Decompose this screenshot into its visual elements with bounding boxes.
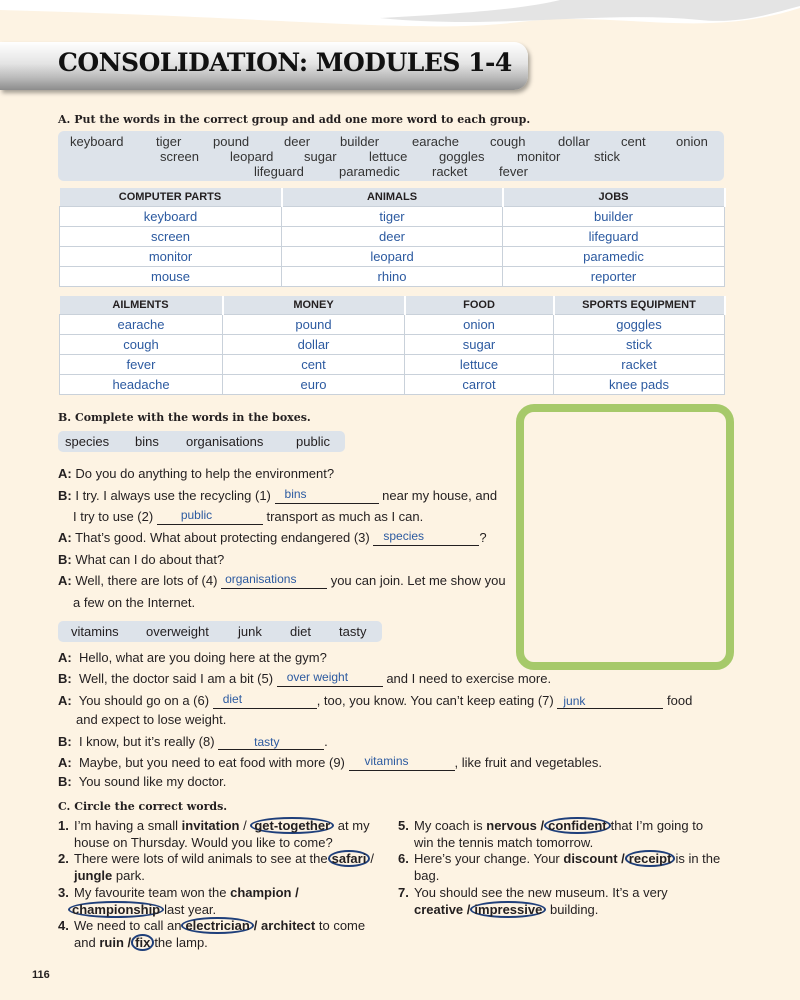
word-box-word: tiger: [156, 134, 182, 149]
page-number: 116: [32, 969, 50, 981]
dialogue-text: , like fruit and vegetables.: [454, 755, 602, 770]
option-separator: /: [621, 851, 625, 866]
dialogue-text: and I need to exercise more.: [386, 671, 552, 686]
item-text: My coach is: [414, 818, 483, 833]
word-box-word: earache: [412, 134, 459, 149]
answer-blank[interactable]: [277, 672, 383, 687]
answer-blank[interactable]: [557, 694, 663, 709]
dialogue-line: [73, 595, 195, 611]
answer-cell[interactable]: goggles: [554, 315, 725, 335]
dialogue-text: You should go on a (6): [78, 693, 210, 708]
dialogue-line: [58, 734, 328, 750]
dialogue-line: [58, 671, 551, 687]
option-separator: /: [295, 885, 299, 900]
answer-blank[interactable]: [157, 510, 263, 525]
word-box-word: bins: [135, 434, 159, 449]
dialogue-line: [73, 509, 423, 525]
section-a-word-box: [58, 131, 724, 181]
table-row: [60, 267, 725, 287]
word-box-word: keyboard: [70, 134, 124, 149]
answer-text: junk: [563, 694, 586, 708]
word-box-word: onion: [676, 134, 708, 149]
word-box-word: species: [65, 434, 110, 449]
word-box-word: tasty: [339, 624, 367, 639]
answer-text: organisations: [225, 572, 297, 586]
word-box-word: racket: [432, 164, 468, 179]
word-box-word: overweight: [146, 624, 209, 639]
item-text: bag.: [414, 868, 440, 883]
page-title: CONSOLIDATION: MODULES 1-4: [58, 48, 512, 77]
table-row: [60, 227, 725, 247]
dialogue-line: [58, 573, 506, 589]
item-text: I’m having a small: [74, 818, 179, 833]
green-picture-frame: [516, 404, 734, 670]
answer-cell[interactable]: keyboard: [60, 207, 282, 227]
dialogue-text: Maybe, but you need to eat food with more (9): [78, 755, 345, 770]
speaker-label: B:: [58, 488, 72, 503]
word-box-word: diet: [290, 624, 311, 639]
answer-blank[interactable]: [349, 756, 455, 771]
word-box-word: goggles: [439, 149, 485, 164]
answer-text: species: [383, 529, 425, 543]
option-separator: /: [253, 918, 258, 933]
option-separator: /: [243, 818, 247, 833]
speaker-label: B:: [58, 774, 72, 789]
dialogue-text: a few on the Internet.: [73, 595, 196, 610]
word-box-word: dollar: [558, 134, 590, 149]
speaker-label: B:: [58, 734, 72, 749]
word-box-word: cough: [490, 134, 526, 149]
speaker-label: A:: [58, 530, 72, 545]
answer-cell[interactable]: racket: [554, 355, 725, 375]
speaker-label: A:: [58, 573, 72, 588]
answer-text: diet: [222, 692, 243, 706]
word-box-word: pound: [213, 134, 250, 149]
word-box-word: lettuce: [369, 149, 408, 164]
item-number: 1.: [58, 818, 69, 833]
item-text: You should see the new museum. It’s a very: [414, 885, 668, 900]
dialogue-line: [58, 488, 497, 504]
answer-blank[interactable]: [221, 574, 327, 589]
answer-cell[interactable]: cough: [60, 335, 223, 355]
item-text: house on Thursday. Would you like to come?: [74, 835, 333, 850]
table-row: [60, 355, 725, 375]
answer-cell[interactable]: headache: [60, 375, 223, 395]
dialogue-text: That’s good. What about protecting endangered (3): [75, 530, 370, 545]
word-box-word: leopard: [230, 149, 274, 164]
dialogue-line: [58, 466, 334, 482]
answer-cell[interactable]: monitor: [60, 247, 282, 267]
dialogue-text: I know, but it’s really (8): [78, 734, 215, 749]
word-box-word: lifeguard: [254, 164, 304, 179]
circled-word-option[interactable]: electrician: [181, 917, 253, 934]
dialogue-text: transport as much as I can.: [266, 509, 424, 524]
section-b-word-box-1: [58, 431, 345, 452]
item-text: to come: [318, 918, 366, 933]
item-number: 2.: [58, 851, 69, 866]
word-box-word: junk: [238, 624, 262, 639]
word-option[interactable]: nervous: [486, 818, 537, 833]
dialogue-text: Hello, what are you doing here at the gym?: [78, 650, 327, 665]
speaker-label: A:: [58, 650, 72, 665]
answer-cell[interactable]: knee pads: [554, 375, 725, 395]
table-header: JOBS: [503, 188, 725, 207]
answer-cell[interactable]: pound: [223, 315, 405, 335]
item-number: 4.: [58, 918, 69, 933]
answer-cell[interactable]: rhino: [282, 267, 503, 287]
dialogue-text: Well, there are lots of (4): [75, 573, 218, 588]
table-header: ANIMALS: [282, 188, 503, 207]
answer-cell[interactable]: tiger: [282, 207, 503, 227]
circled-word-option[interactable]: championship: [68, 901, 164, 918]
word-box-word: fever: [499, 164, 528, 179]
table-header: COMPUTER PARTS: [60, 188, 282, 207]
option-separator: /: [127, 935, 132, 950]
answer-cell[interactable]: leopard: [282, 247, 503, 267]
table-row: [60, 375, 725, 395]
word-option[interactable]: ruin: [99, 935, 124, 950]
table-row: [60, 247, 725, 267]
table-row: [60, 315, 725, 335]
answer-cell[interactable]: onion: [405, 315, 554, 335]
circled-word-option[interactable]: confident: [544, 817, 611, 834]
option-separator: /: [370, 851, 374, 866]
word-box-word: cent: [621, 134, 646, 149]
dialogue-line: [58, 774, 226, 790]
answer-cell[interactable]: fever: [60, 355, 223, 375]
word-option[interactable]: architect: [261, 918, 316, 933]
item-number: 5.: [398, 818, 409, 833]
word-box-word: monitor: [517, 149, 561, 164]
categories-table-2: [59, 296, 726, 395]
section-a-instruction: A. Put the words in the correct group and add one more word to each group.: [58, 113, 531, 126]
item-text: There were lots of wild animals to see at the: [74, 851, 328, 866]
answer-cell[interactable]: carrot: [405, 375, 554, 395]
section-c-instruction: C. Circle the correct words.: [58, 800, 228, 813]
word-box-word: stick: [594, 149, 620, 164]
answer-blank[interactable]: [213, 694, 317, 709]
answer-cell[interactable]: cent: [223, 355, 405, 375]
table-header: SPORTS EQUIPMENT: [554, 296, 725, 315]
item-number: 3.: [58, 885, 69, 900]
word-box-word: vitamins: [71, 624, 119, 639]
dialogue-text: , too, you know. You can’t keep eating (7): [316, 693, 554, 708]
answer-cell[interactable]: lifeguard: [503, 227, 725, 247]
item-number: 6.: [398, 851, 409, 866]
dialogue-text: food: [667, 693, 693, 708]
speaker-label: A:: [58, 693, 72, 708]
table-header: FOOD: [405, 296, 554, 315]
answer-cell[interactable]: lettuce: [405, 355, 554, 375]
answer-cell[interactable]: paramedic: [503, 247, 725, 267]
option-separator: /: [466, 902, 471, 917]
dialogue-text: What can I do about that?: [75, 552, 225, 567]
word-option[interactable]: creative: [414, 902, 464, 917]
answer-text: over weight: [286, 670, 349, 684]
circled-word-option[interactable]: receipt: [625, 850, 676, 867]
speaker-label: A:: [58, 755, 72, 770]
option-separator: /: [540, 818, 545, 833]
word-box-word: builder: [340, 134, 380, 149]
word-option[interactable]: discount: [563, 851, 618, 866]
word-box-word: public: [296, 434, 330, 449]
item-text: park.: [115, 868, 145, 883]
dialogue-text: I try. I always use the recycling (1): [75, 488, 271, 503]
dialogue-text: Do you do anything to help the environment?: [75, 466, 335, 481]
dialogue-text: You sound like my doctor.: [78, 774, 227, 789]
table-header: AILMENTS: [60, 296, 223, 315]
categories-table-1: [59, 188, 726, 287]
dialogue-text: ?: [479, 530, 487, 545]
circled-word-option[interactable]: fix: [131, 934, 154, 951]
answer-cell[interactable]: dollar: [223, 335, 405, 355]
item-text: building.: [549, 902, 599, 917]
answer-cell[interactable]: stick: [554, 335, 725, 355]
dialogue-text: I try to use (2): [73, 509, 154, 524]
item-text: and: [74, 935, 96, 950]
answer-cell[interactable]: mouse: [60, 267, 282, 287]
answer-cell[interactable]: screen: [60, 227, 282, 247]
item-text: is in the: [675, 851, 721, 866]
dialogue-line: [58, 755, 602, 771]
item-text: that I’m going to: [610, 818, 704, 833]
answer-cell[interactable]: sugar: [405, 335, 554, 355]
answer-blank[interactable]: [218, 735, 324, 750]
word-box-word: screen: [160, 149, 200, 164]
dialogue-text: and expect to lose weight.: [76, 712, 227, 727]
table-header: MONEY: [223, 296, 405, 315]
item-text: at my: [337, 818, 370, 833]
dialogue-text: .: [324, 734, 328, 749]
dialogue-line: [58, 552, 224, 568]
word-option[interactable]: invitation: [181, 818, 240, 833]
answer-cell[interactable]: deer: [282, 227, 503, 247]
answer-cell[interactable]: reporter: [503, 267, 725, 287]
answer-text: vitamins: [364, 754, 409, 768]
dialogue-text: near my house, and: [382, 488, 498, 503]
answer-blank[interactable]: [275, 489, 379, 504]
answer-cell[interactable]: earache: [60, 315, 223, 335]
circled-word-option[interactable]: safari: [328, 850, 371, 867]
circled-word-option[interactable]: get-together: [250, 817, 334, 834]
word-box-word: deer: [284, 134, 311, 149]
answer-cell[interactable]: euro: [223, 375, 405, 395]
dialogue-line: [58, 650, 327, 666]
item-text: My favourite team won the: [74, 885, 227, 900]
section-b-word-box-2: [58, 621, 382, 642]
answer-text: public: [180, 508, 213, 522]
dialogue-line: [58, 693, 692, 709]
word-option[interactable]: champion: [230, 885, 292, 900]
table-row: [60, 335, 725, 355]
dialogue-text: Well, the doctor said I am a bit (5): [78, 671, 274, 686]
item-number: 7.: [398, 885, 409, 900]
speaker-label: B:: [58, 552, 72, 567]
word-box-word: paramedic: [339, 164, 400, 179]
item-text: last year.: [164, 902, 217, 917]
speaker-label: A:: [58, 466, 72, 481]
dialogue-line: [76, 712, 226, 728]
table-row: [60, 207, 725, 227]
item-text: Here’s your change. Your: [414, 851, 560, 866]
section-b-instruction: B. Complete with the words in the boxes.: [58, 411, 311, 424]
dialogue-text: you can join. Let me show you: [330, 573, 506, 588]
item-text: win the tennis match tomorrow.: [414, 835, 594, 850]
word-box-word: sugar: [304, 149, 337, 164]
item-text: We need to call an: [74, 918, 182, 933]
word-box-word: organisations: [186, 434, 264, 449]
speaker-label: B:: [58, 671, 72, 686]
item-text: the lamp.: [154, 935, 208, 950]
word-option[interactable]: jungle: [74, 868, 113, 883]
answer-cell[interactable]: builder: [503, 207, 725, 227]
answer-blank[interactable]: [373, 531, 479, 546]
answer-text: tasty: [254, 735, 280, 749]
circled-word-option[interactable]: impressive: [470, 901, 546, 918]
answer-text: bins: [284, 487, 307, 501]
dialogue-line: [58, 530, 487, 546]
